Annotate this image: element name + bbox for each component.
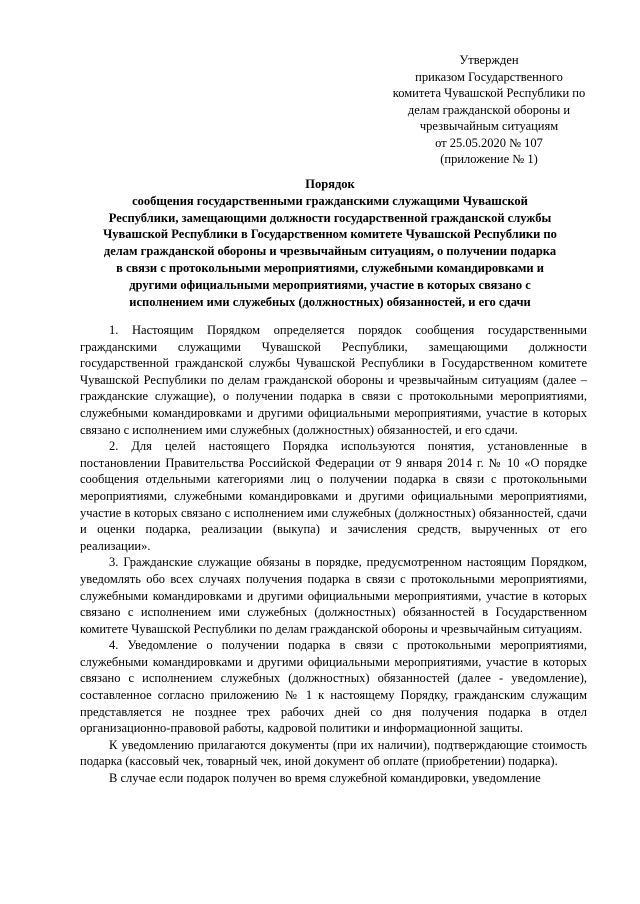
title-heading: Порядок xyxy=(305,177,355,191)
document-body xyxy=(80,322,587,787)
paragraph-6: В случае если подарок получен во время служебной командировки, уведомление xyxy=(109,771,541,786)
approval-line: (приложение № 1) xyxy=(440,152,538,166)
approval-line: приказом Государственного xyxy=(415,69,563,84)
paragraph-1: 1. Настоящим Порядком определяется порядок сообщения государственными гражданскими служащими Чувашской Республики, замещающими должности государственной гражданской службы Чувашской Республики в Государственном комитете Чувашской Республики по делам гражданской обороны и чрезвычайным ситуациям (далее – гражданские служащие), о получении подарка в связи с протокольными мероприятиями, служебными командировками и другими официальными мероприятиями, участие в которых связано с исполнением ими служебных (должностных) обязанностей, и его сдачи. xyxy=(80,323,587,437)
approval-line: комитета Чувашской Республики по xyxy=(392,86,586,100)
paragraph-4: 4. Уведомление о получении подарка в связи с протокольными мероприятиями, служебными командировками и другими официальными мероприятиями, участие в которых связано с исполнением служебных (должностных) обязанностей (далее - уведомление), составленное согласно приложению № 1 к настоящему Порядку, гражданским служащим представляется не позднее трех рабочих дней со дня получения подарка в отдел организационно-правовой работы, кадровой политики и информационной защиты. xyxy=(80,638,587,736)
approval-line: от 25.05.2020 № 107 xyxy=(435,135,543,150)
paragraph-3: 3. Гражданские служащие обязаны в порядке, предусмотренном настоящим Порядком, уведомлять обо всех случаях получения подарка в связи с протокольными мероприятиями, служебными командировками и другими официальными мероприятиями, участие в которых связано с исполнением ими служебных (должностных) обязанностей в Государственном комитете Чувашской Республики по делам гражданской обороны и чрезвычайным ситуациям. xyxy=(80,555,587,636)
title-line: другими официальными мероприятиями, участие в которых связано с xyxy=(129,277,531,292)
title-line: сообщения государственными гражданскими служащими Чувашской xyxy=(132,193,528,208)
title-line: исполнением ими служебных (должностных) обязанностей, и его сдачи xyxy=(129,294,531,309)
approval-stamp xyxy=(384,52,594,168)
title-line: делам гражданской обороны и чрезвычайным ситуациям, о получении подарка xyxy=(103,244,557,259)
title-line: Республики, замещающими должности государственной гражданской службы xyxy=(108,210,552,225)
approval-line: чрезвычайным ситуациям xyxy=(419,119,559,133)
title-line: Чувашской Республики в Государственном комитете Чувашской Республики по xyxy=(103,227,557,242)
document-title xyxy=(80,176,580,310)
paragraph-5: К уведомлению прилагаются документы (при их наличии), подтверждающие стоимость подарка (кассовый чек, товарный чек, иной документ об оплате (приобретении) подарка). xyxy=(80,737,587,769)
approval-line: делам гражданской обороны и xyxy=(407,102,571,117)
approval-line: Утвержден xyxy=(459,53,519,67)
title-line: в связи с протокольными мероприятиями, служебными командировками и xyxy=(116,260,544,275)
paragraph-2: 2. Для целей настоящего Порядка используются понятия, установленные в постановлении Правительства Российской Федерации от 9 января 2014 г. № 10 «О порядке сообщения отдельными категориями лиц о получении подарка в связи с протокольными мероприятиями, служебными командировками и другими официальными мероприятиями, участие в которых связано с исполнением ими служебных (должностных) обязанностей, сдачи и оценки подарка, реализации (выкупа) и зачисления средств, вырученных от его реализации». xyxy=(80,439,587,553)
